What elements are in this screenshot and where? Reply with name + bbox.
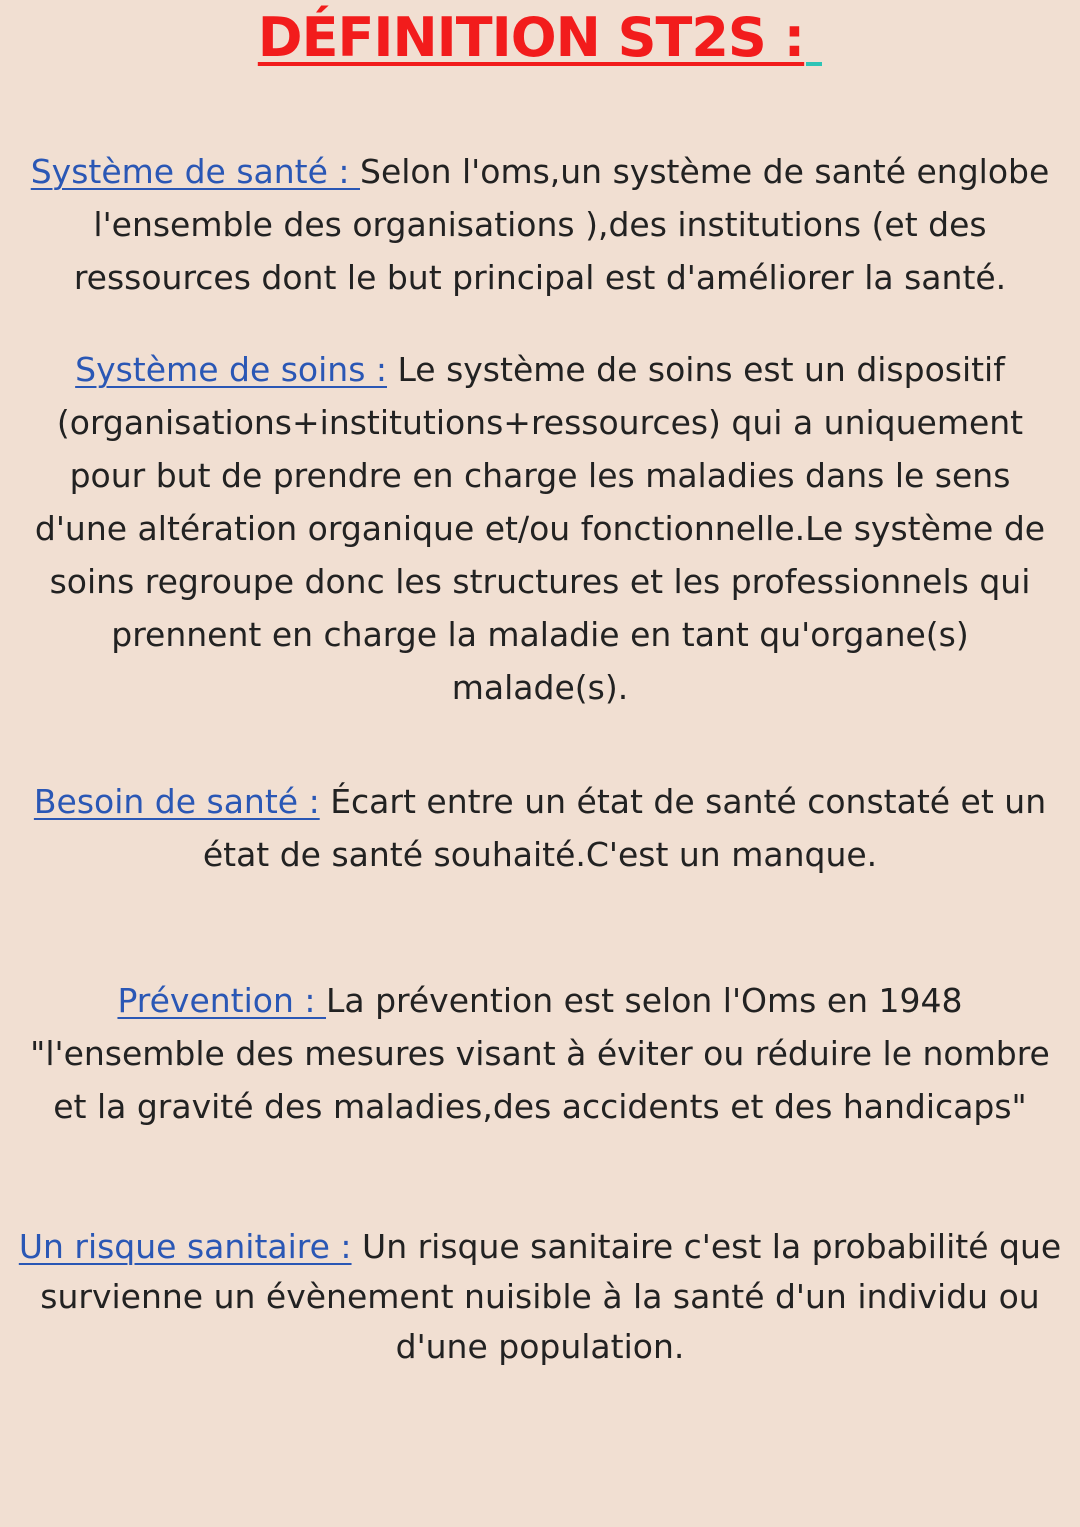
definition-line: "l'ensemble des mesures visant à éviter ou réduire le nombre xyxy=(30,1034,1050,1073)
definition-line: (organisations+institutions+ressources) qui a uniquement xyxy=(56,403,1024,442)
definition-term: Besoin de santé : xyxy=(33,782,320,821)
definition-line xyxy=(0,775,1080,828)
definition-term: Système de santé : xyxy=(30,152,360,191)
definition-line: malade(s). xyxy=(451,668,629,707)
definition-line: l'ensemble des organisations ),des institutions (et des xyxy=(93,205,987,244)
definition-line: d'une population. xyxy=(395,1327,685,1366)
definition-line: soins regroupe donc les structures et les professionnels qui xyxy=(49,562,1031,601)
page-title xyxy=(0,4,1080,72)
definition-text: Selon l'oms,un système de santé englobe xyxy=(360,152,1050,191)
definition-text: Un risque sanitaire c'est la probabilité que xyxy=(351,1227,1062,1266)
definition-term: Un risque sanitaire : xyxy=(18,1227,352,1266)
definition-systeme-de-sante xyxy=(0,145,1080,304)
definition-risque-sanitaire xyxy=(0,1222,1080,1372)
definition-line: pour but de prendre en charge les maladies dans le sens xyxy=(69,456,1011,495)
definition-term: Prévention : xyxy=(117,981,326,1020)
definition-systeme-de-soins xyxy=(0,343,1080,714)
definition-besoin-de-sante xyxy=(0,775,1080,881)
definition-term: Système de soins : xyxy=(75,350,387,389)
definition-line xyxy=(0,145,1080,198)
definition-line: état de santé souhaité.C'est un manque. xyxy=(202,835,878,874)
definition-prevention xyxy=(0,974,1080,1133)
definition-text: La prévention est selon l'Oms en 1948 xyxy=(325,981,963,1020)
definition-line: et la gravité des maladies,des accidents et des handicaps" xyxy=(53,1087,1027,1126)
definition-line xyxy=(0,1222,1080,1272)
page-title-text: DÉFINITION ST2S : xyxy=(257,6,805,69)
definition-line: d'une altération organique et/ou fonctionnelle.Le système de xyxy=(34,509,1046,548)
definition-text: Le système de soins est un dispositif xyxy=(387,350,1005,389)
definition-line: ressources dont le but principal est d'améliorer la santé. xyxy=(73,258,1007,297)
definition-line: survienne un évènement nuisible à la santé d'un individu ou xyxy=(40,1277,1040,1316)
definition-line: prennent en charge la maladie en tant qu'organe(s) xyxy=(111,615,969,654)
definition-line xyxy=(0,974,1080,1027)
definition-line xyxy=(0,343,1080,396)
title-accent-mark xyxy=(806,62,822,66)
definition-text: Écart entre un état de santé constaté et un xyxy=(319,782,1047,821)
